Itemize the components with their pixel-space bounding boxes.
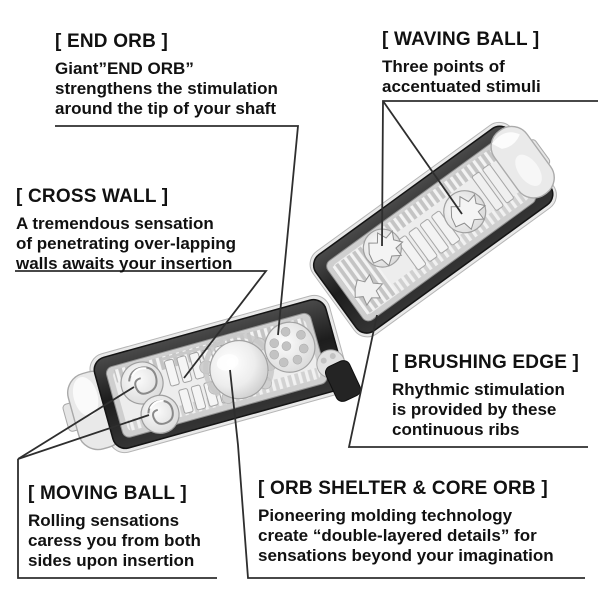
callout-moving-ball-title: [ MOVING BALL ] (28, 483, 187, 504)
callout-cross-wall-title: [ CROSS WALL ] (16, 186, 169, 207)
callout-orb-shelter-line: Pioneering molding technology (258, 506, 513, 525)
product-right-half (304, 109, 573, 343)
callout-orb-shelter-line: sensations beyond your imagination (258, 546, 554, 565)
callout-moving-ball-line: sides upon insertion (28, 551, 195, 570)
callout-end-orb-line: around the tip of your shaft (55, 99, 276, 118)
callout-orb-shelter-title: [ ORB SHELTER & CORE ORB ] (258, 478, 548, 499)
callout-end-orb (55, 31, 278, 119)
callout-cross-wall-line: A tremendous sensation (16, 214, 214, 233)
callout-brushing-edge-line: is provided by these (392, 400, 557, 419)
callout-end-orb-line: strengthens the stimulation (55, 79, 278, 98)
callout-cross-wall-line: of penetrating over-lapping (16, 234, 237, 253)
callout-cross-wall (16, 186, 236, 274)
callout-cross-wall-line: walls awaits your insertion (16, 254, 233, 273)
callout-end-orb-line: Giant”END ORB” (55, 59, 194, 78)
product-left-half (52, 292, 353, 466)
callout-moving-ball-line: caress you from both (28, 531, 201, 550)
callout-brushing-edge-line: continuous ribs (392, 420, 520, 439)
callout-moving-ball (28, 483, 201, 571)
callout-brushing-edge (392, 352, 579, 440)
callout-waving-ball (382, 29, 541, 97)
callout-orb-shelter (258, 478, 554, 566)
callout-brushing-edge-title: [ BRUSHING EDGE ] (392, 352, 580, 373)
callout-end-orb-title: [ END ORB ] (55, 31, 169, 52)
callout-waving-ball-line: Three points of (382, 57, 505, 76)
callout-brushing-edge-line: Rhythmic stimulation (392, 380, 565, 399)
callout-orb-shelter-line: create “double-layered details” for (258, 526, 537, 545)
callout-moving-ball-line: Rolling sensations (28, 511, 180, 530)
callout-waving-ball-title: [ WAVING BALL ] (382, 29, 540, 50)
callout-waving-ball-line: accentuated stimuli (382, 77, 541, 96)
